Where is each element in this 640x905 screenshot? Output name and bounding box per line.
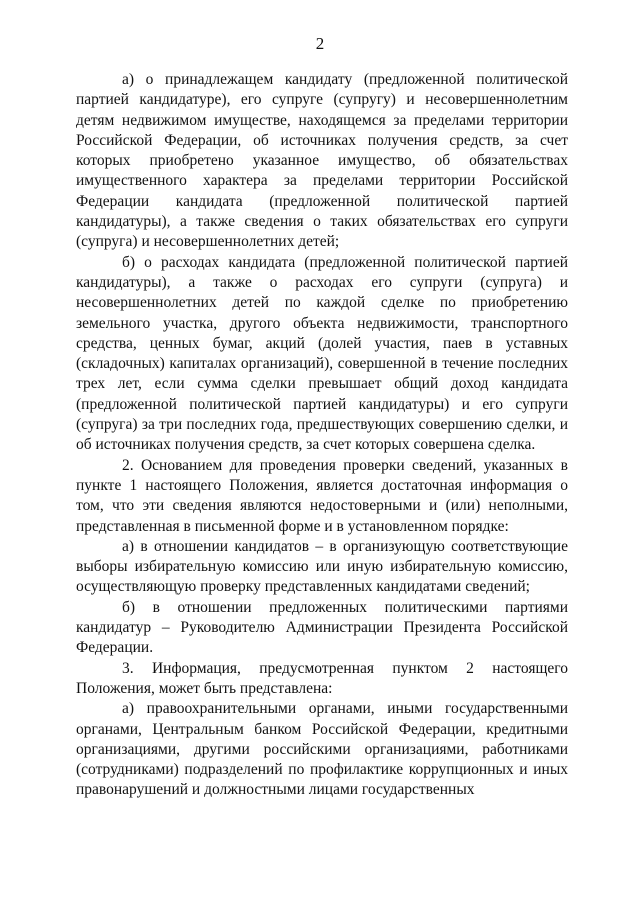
paragraph-1b-expenses: б) о расходах кандидата (предложенной политической партией кандидатуры), а также о расходах его супруги (супруга) и несовершеннолетних детей по каждой сделке по приобретению земельного участка, другого объекта недвижимости, транспортного средства, ценных бумаг, акций (долей участия, паев в уставных (складочных) капиталах организаций), совершенной в течение последних трех лет, если сумма сделки превышает общий доход кандидата (предложенной политической партией кандидатуры) и его супруги (супруга) за три последних года, предшествующих совершению сделки, и об источниках получения средств, за счет которых совершена сделка. [76, 253, 568, 454]
paragraph-2b-party-nominees: б) в отношении предложенных политическими партиями кандидатур – Руководителю Администрации Президента Российской Федерации. [76, 598, 568, 657]
page-number: 2 [315, 34, 325, 53]
paragraph-2-verification-grounds: 2. Основанием для проведения проверки сведений, указанных в пункте 1 настоящего Положения, является достаточная информация о том, что эти сведения являются недостоверными и (или) неполными, представленная в письменной форме и в установленном порядке: [76, 456, 568, 535]
paragraph-3-information-sources: 3. Информация, предусмотренная пунктом 2 настоящего Положения, может быть представлена: [76, 659, 568, 697]
document-body [76, 70, 568, 801]
paragraph-1a-real-estate-abroad: а) о принадлежащем кандидату (предложенной политической партией кандидатуре), его супруге (супругу) и несовершеннолетним детям недвижимом имуществе, находящемся за пределами территории Российской Федерации, об источниках получения средств, за счет которых приобретено указанное имущество, об обязательствах имущественного характера за пределами территории Российской Федерации кандидата (предложенной политической партией кандидатуры), а также сведения о таких обязательствах его супруги (супруга) и несовершеннолетних детей; [76, 71, 568, 251]
paragraph-3a-authorities: а) правоохранительными органами, иными государственными органами, Центральным банком Российской Федерации, кредитными организациями, другими российскими организациями, работниками (сотрудниками) подразделений по профилактике коррупционных и иных правонарушений и должностными лицами государственных [76, 700, 568, 799]
paragraph-2a-candidates: а) в отношении кандидатов – в организующую соответствующие выборы избирательную комиссию или иную избирательную комиссию, осуществляющую проверку представленных кандидатами сведений; [76, 537, 568, 596]
